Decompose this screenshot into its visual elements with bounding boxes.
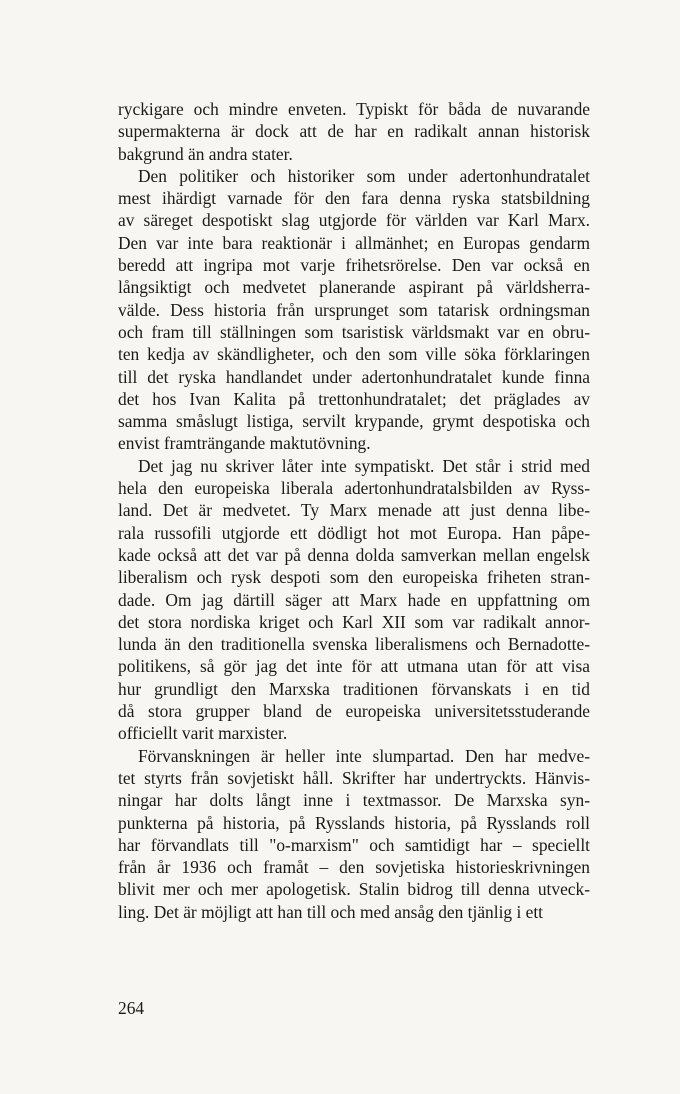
text-line: politikens, så gör jag det inte för att utmana utan för att visa bbox=[118, 656, 590, 677]
text-line: och fram till ställningen som tsaristisk världsmakt var en obru- bbox=[118, 321, 590, 342]
paragraph bbox=[118, 745, 590, 923]
text-line: välde. Dess historia från ursprunget som tatarisk ordningsman bbox=[118, 299, 590, 320]
text-line: har förvandlats till "o-marxism" och samtidigt har – speciellt bbox=[118, 834, 590, 855]
text-line: liberalism och rysk despoti som den europeiska friheten stran- bbox=[118, 567, 590, 588]
text-line: envist framträngande maktutövning. bbox=[118, 433, 371, 454]
paragraph bbox=[118, 98, 590, 165]
text-line: blivit mer och mer apologetisk. Stalin bidrog till denna utveck- bbox=[118, 879, 590, 900]
text-line: hur grundligt den Marxska traditionen förvanskats i en tid bbox=[118, 678, 590, 699]
text-line: land. Det är medvetet. Ty Marx menade att just denna libe- bbox=[118, 500, 590, 521]
text-line: kade också att det var på denna dolda samverkan mellan engelsk bbox=[118, 544, 590, 565]
text-line: av säreget despotiskt slag utgjorde för världen var Karl Marx. bbox=[118, 210, 590, 231]
text-line: ling. Det är möjligt att han till och med ansåg den tjänlig i ett bbox=[118, 901, 544, 922]
text-line: då stora grupper bland de europeiska universitetsstuderande bbox=[118, 701, 590, 722]
paragraph bbox=[118, 455, 590, 745]
text-line: officiellt varit marxister. bbox=[118, 723, 288, 744]
text-line: Den var inte bara reaktionär i allmänhet; en Europas gendarm bbox=[118, 232, 590, 253]
text-line: Det jag nu skriver låter inte sympatiskt. Det står i strid med bbox=[138, 455, 590, 476]
text-line: hela den europeiska liberala adertonhundratalsbilden av Ryss- bbox=[118, 478, 590, 499]
text-line: det hos Ivan Kalita på trettonhundratalet; det präglades av bbox=[118, 388, 590, 409]
page-number: 264 bbox=[118, 998, 145, 1018]
text-line: samma småslugt listiga, servilt krypande, grymt despotiska och bbox=[118, 411, 590, 432]
text-line: supermakterna är dock att de har en radikalt annan historisk bbox=[118, 121, 590, 142]
text-line: dade. Om jag därtill säger att Marx hade en uppfattning om bbox=[118, 589, 590, 610]
text-line: ryckigare och mindre enveten. Typiskt för båda de nuvarande bbox=[118, 99, 590, 119]
text-line: Den politiker och historiker som under adertonhundratalet bbox=[138, 165, 590, 186]
text-line: beredd att ingripa mot varje frihetsrörelse. Den var också en bbox=[118, 255, 590, 276]
text-line: långsiktigt och medvetet planerande aspirant på världsherra- bbox=[118, 277, 590, 298]
text-line: rala russofili utgjorde ett dödligt hot mot Europa. Han påpe- bbox=[118, 522, 590, 543]
text-line: Förvanskningen är heller inte slumpartad. Den har medve- bbox=[138, 745, 590, 766]
text-line: punkterna på historia, på Rysslands historia, på Rysslands roll bbox=[118, 812, 590, 833]
text-line: lunda än den traditionella svenska liberalismens och Bernadotte- bbox=[118, 634, 590, 655]
text-line: det stora nordiska kriget och Karl XII som var radikalt annor- bbox=[118, 611, 590, 632]
text-line: bakgrund än andra stater. bbox=[118, 143, 293, 164]
text-line: ten kedja av skändligheter, och den som ville söka förklaringen bbox=[118, 344, 590, 365]
text-line: från år 1936 och framåt – den sovjetiska historieskrivningen bbox=[118, 857, 590, 878]
body-text bbox=[118, 98, 590, 923]
text-line: ningar har dolts långt inne i textmassor. De Marxska syn- bbox=[118, 790, 590, 811]
paragraph bbox=[118, 165, 590, 455]
text-line: tet styrts från sovjetiskt håll. Skrifter har undertryckts. Hänvis- bbox=[118, 767, 590, 788]
text-line: mest ihärdigt varnade för den fara denna ryska statsbildning bbox=[118, 188, 590, 209]
text-line: till det ryska handlandet under adertonhundratalet kunde finna bbox=[118, 366, 590, 387]
